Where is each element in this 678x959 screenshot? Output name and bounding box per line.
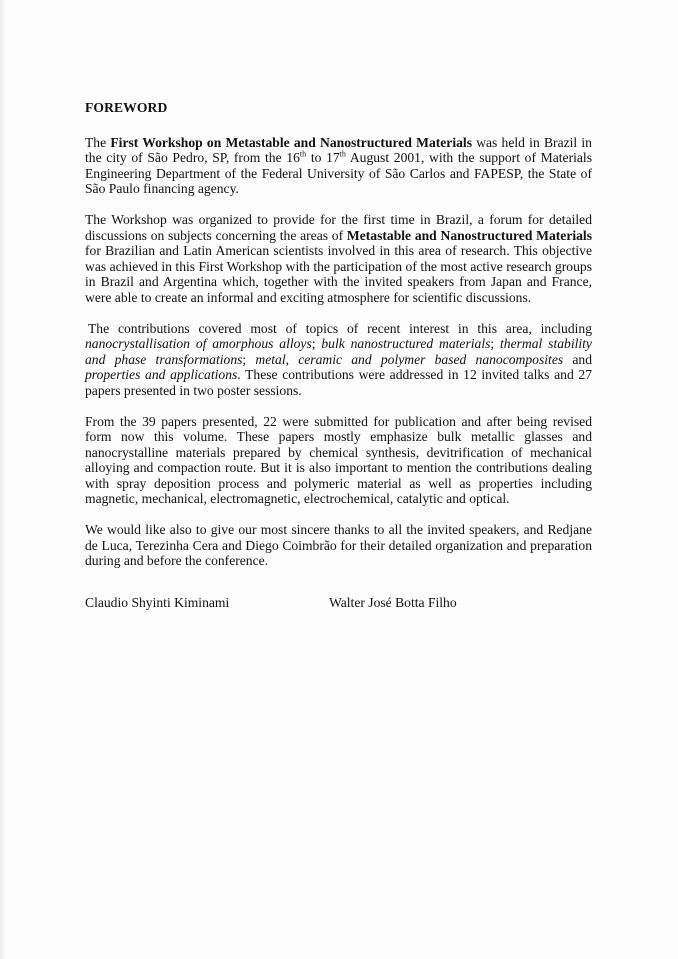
topic-properties-applications: properties and applications [85,367,238,383]
topic-bulk-nanostructured: bulk nanostructured materials [321,336,491,352]
foreword-heading: FOREWORD [85,100,168,115]
signature-botta: Walter José Botta Filho [329,594,457,610]
signature-kiminami: Claudio Shyinti Kiminami [85,594,230,610]
paragraph-papers-summary: From the 39 papers presented, 22 were submitted for publication and after being revised form now this volume. These papers mostly emphasize bulk metallic glasses and nanocrystalline materials prepared by chemical synthesis, devitrification of mechanical alloying and compaction route. But it is also important to mention the contributions dealing with spray deposition process and polymeric material as well as properties including magnetic, mechanical, electromagnetic, electrochemical, catalytic and optical. [85,413,592,507]
research-area-title: Metastable and Nanostructured Materials [346,227,593,243]
paragraph-acknowledgements: We would like also to give our most sincere thanks to all the invited speakers, and Redjane de Luca, Terezinha Cera and Diego Coimbrão for their detailed organization and preparation during and before the conference. [85,522,592,569]
paragraph-workshop-purpose: The Workshop was organized to provide for the first time in Brazil, a forum for detailed discussions on subjects concerning the areas of Metastable and Nanostructured Materials for Brazilian and Latin American scientists involved in this area of research. This objective was achieved in this First Workshop with the participation of the most active research groups in Brazil and Argentina which, together with the invited speakers from Japan and France, were able to create an informal and exciting atmosphere for scientific discussions. [85,211,593,305]
topic-nanocomposites: metal, ceramic and polymer based nanocomposites [255,351,564,367]
foreword-section [85,100,592,615]
topic-nanocrystallisation: nanocrystallisation of amorphous alloys [85,336,312,352]
workshop-title: First Workshop on Metastable and Nanostructured Materials [110,134,472,150]
paragraph-workshop-intro: The First Workshop on Metastable and Nanostructured Materials was held in Brazil in the city of São Pedro, SP, from the 16th to 17th August 2001, with the support of Materials Engineering Department of the Federal University of São Carlos and FAPESP, the State of São Paulo financing agency. [85,134,592,197]
topic-thermal-stability: thermal stability and phase transformations [85,336,592,367]
paragraph-contributions: The contributions covered most of topics of recent interest in this area, including nanocrystallisation of amorphous alloys; bulk nanostructured materials; thermal stability and phase transformations; metal, ceramic and polymer based nanocomposites and properties and applications. These contributions were addressed in 12 invited talks and 27 papers presented in two poster sessions. [85,320,592,398]
signatures [85,595,592,615]
scan-edge-shadow [0,0,6,959]
